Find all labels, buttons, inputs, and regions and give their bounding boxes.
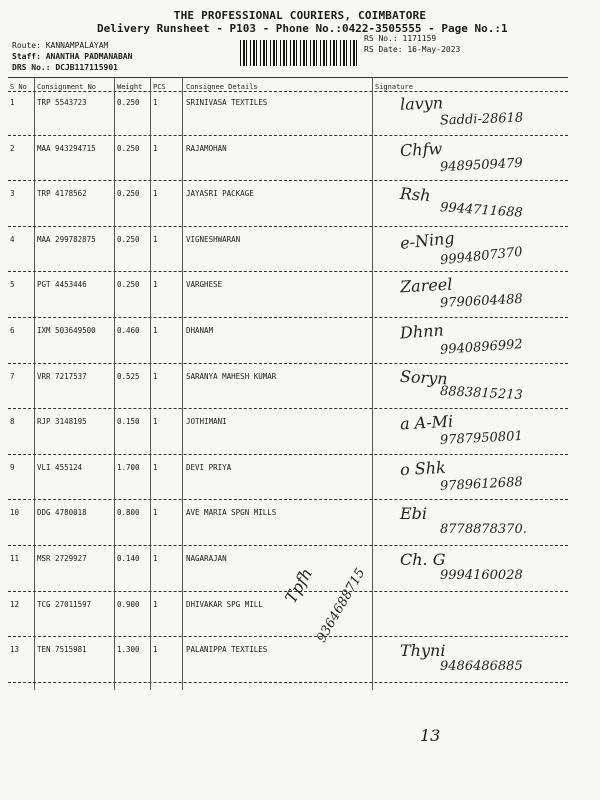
cell-sno: 13: [10, 645, 20, 655]
signature-phone: Saddi-28618: [439, 110, 524, 129]
cell-consignee: JAYASRI PACKAGE: [186, 189, 254, 199]
signature-mark: Rsh: [399, 184, 432, 206]
cell-consignee: VIGNESHWARAN: [186, 234, 241, 244]
rs-date: RS Date: 16-May-2023: [364, 45, 461, 54]
barcode: [240, 40, 358, 66]
runsheet-subtitle: Delivery Runsheet - P103 - Phone No.:0422-3505555 - Page No.:1: [97, 22, 508, 35]
signature-phone: 8778878370.: [440, 522, 527, 538]
signature-mark: Ch. G: [400, 550, 446, 569]
signature-mark: Tpfh: [281, 564, 317, 606]
cell-pcs: 1: [153, 280, 158, 290]
cell-sno: 8: [10, 417, 15, 427]
cell-sno: 2: [10, 143, 15, 153]
cell-pcs: 1: [153, 462, 158, 472]
signature-mark: o Shk: [399, 457, 447, 479]
signature-phone: 9789612688: [439, 474, 524, 494]
cell-weight: 0.460: [117, 326, 140, 335]
cell-consignee: SARANYA MAHESH KUMAR: [186, 371, 277, 381]
rs-number: RS No.: 1171159: [364, 34, 437, 43]
cell-weight: 0.250: [117, 143, 140, 153]
cell-sno: 10: [10, 508, 20, 518]
cell-consignment: IXM 503649500: [37, 326, 96, 335]
cell-sno: 7: [10, 371, 15, 381]
row-separator: [8, 682, 568, 683]
cell-sno: 9: [10, 462, 15, 472]
cell-consignee: RAJAMOHAN: [186, 143, 227, 153]
row-separator: [8, 363, 568, 364]
signature-phone: 9940896992: [439, 337, 524, 358]
cell-consignment: VLI 455124: [37, 462, 83, 472]
cell-pcs: 1: [153, 599, 158, 609]
col-consignee: Consignee Details: [186, 83, 258, 91]
cell-consignee: PALANIPPA TEXTILES: [186, 645, 268, 655]
cell-pcs: 1: [153, 645, 158, 655]
cell-consignment: MAA 299782875: [37, 234, 96, 244]
cell-consignment: VRR 7217537: [37, 371, 87, 381]
signature-mark: Zareel: [399, 275, 453, 297]
cell-consignment: TRP 4178562: [37, 189, 87, 199]
cell-consignment: PGT 4453446: [37, 280, 87, 290]
cell-consignee: NAGARAJAN: [186, 554, 227, 563]
cell-consignee: JOTHIMANI: [186, 417, 227, 427]
cell-consignee: SRINIVASA TEXTILES: [186, 98, 268, 107]
cell-consignee: DEVI PRIYA: [186, 462, 232, 472]
signature-phone: 9364688715: [314, 565, 369, 645]
staff-label: Staff: ANANTHA PADMANABAN: [12, 52, 133, 61]
cell-sno: 3: [10, 189, 15, 199]
signature-phone: 9790604488: [439, 292, 524, 312]
signature-phone: 9994807370: [439, 244, 524, 269]
cell-sno: 1: [10, 98, 15, 107]
signature-phone: 9944711688: [439, 200, 524, 222]
route-label: Route: KANNAMPALAYAM: [12, 41, 109, 50]
signature-mark: Ebi: [400, 504, 428, 524]
cell-consignee: VARGHESE: [186, 280, 223, 290]
cell-consignment: MSR 2729927: [37, 554, 87, 563]
cell-pcs: 1: [153, 371, 158, 381]
row-separator: [8, 317, 568, 318]
col-weight: Weight: [117, 83, 143, 91]
cell-weight: 1.700: [117, 462, 140, 472]
cell-sno: 4: [10, 234, 15, 244]
cell-pcs: 1: [153, 508, 158, 518]
cell-pcs: 1: [153, 234, 158, 244]
cell-weight: 0.525: [117, 371, 140, 381]
signature-phone: 9486486885: [440, 659, 523, 675]
cell-pcs: 1: [153, 189, 158, 199]
signature-phone: 9489509479: [439, 155, 524, 175]
cell-consignment: TEN 7515981: [37, 645, 87, 655]
signature-phone: 9994160028: [440, 568, 523, 583]
signature-mark: Dhnn: [399, 320, 445, 343]
company-title: THE PROFESSIONAL COURIERS, COIMBATORE: [173, 9, 427, 22]
cell-consignment: MAA 943294715: [37, 143, 96, 153]
cell-weight: 0.250: [117, 234, 140, 244]
cell-consignment: TCG 27011597: [37, 599, 92, 609]
signature-phone: 8883815213: [439, 383, 524, 403]
signature-mark: Soryn: [399, 366, 449, 388]
cell-consignee: AVE MARIA SPGN MILLS: [186, 508, 277, 518]
cell-pcs: 1: [153, 554, 158, 563]
cell-consignee: DHIVAKAR SPG MILL: [186, 599, 263, 609]
row-separator: [8, 499, 568, 500]
col-signature: Signature: [375, 83, 413, 91]
cell-consignment: DDG 4780018: [37, 508, 87, 518]
page-mark: 13: [420, 726, 441, 745]
signature-mark: a A-Mi: [399, 411, 454, 434]
row-separator: [8, 408, 568, 409]
cell-sno: 5: [10, 280, 15, 290]
cell-weight: 0.900: [117, 599, 140, 609]
cell-sno: 11: [10, 554, 20, 563]
cell-consignment: TRP 5543723: [37, 98, 87, 107]
row-separator: [8, 180, 568, 181]
cell-pcs: 1: [153, 417, 158, 427]
row-separator: [8, 545, 568, 546]
cell-weight: 0.140: [117, 554, 140, 563]
cell-consignee: DHANAM: [186, 326, 214, 335]
cell-pcs: 1: [153, 98, 158, 107]
cell-pcs: 1: [153, 143, 158, 153]
signature-mark: Thyni: [400, 641, 446, 661]
cell-sno: 12: [10, 599, 20, 609]
signature-mark: lavyn: [399, 93, 444, 114]
signature-mark: Chfw: [399, 138, 443, 160]
col-pcs: PCS: [153, 83, 166, 91]
cell-weight: 0.250: [117, 189, 140, 199]
row-separator: [8, 454, 568, 455]
cell-sno: 6: [10, 326, 15, 335]
row-separator: [8, 135, 568, 136]
row-separator: [8, 226, 568, 227]
table-top-border: [8, 77, 568, 78]
signature-mark: e-Ning: [399, 227, 456, 253]
row-separator: [8, 636, 568, 637]
signature-phone: 9787950801: [439, 429, 524, 449]
cell-weight: 0.800: [117, 508, 140, 518]
cell-weight: 0.250: [117, 98, 140, 107]
row-separator: [8, 271, 568, 272]
drs-number: DRS No.: DCJB117115901: [12, 63, 118, 72]
col-consignment: Consignment No: [37, 83, 97, 91]
cell-weight: 0.150: [117, 417, 140, 427]
cell-weight: 1.300: [117, 645, 140, 655]
cell-consignment: RJP 3148195: [37, 417, 87, 427]
col-sno: S No: [10, 83, 27, 91]
cell-pcs: 1: [153, 326, 158, 335]
cell-weight: 0.250: [117, 280, 140, 290]
